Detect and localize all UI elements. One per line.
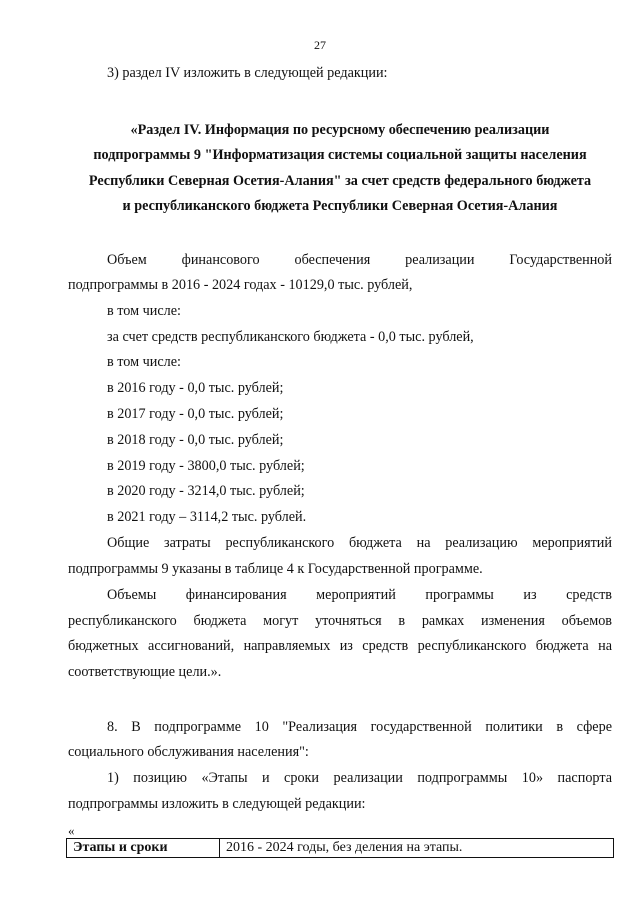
position-amendment-line-2: подпрограммы изложить в следующей редакции: <box>68 796 366 812</box>
section-heading-line-3: Республики Северная Осетия-Алания" за счет средств федерального бюджета <box>88 173 592 189</box>
funding-paragraph-line-2: подпрограммы в 2016 - 2024 годах - 10129,0 тыс. рублей, <box>68 277 413 293</box>
table-row <box>67 839 614 858</box>
subprogram-10-line-1: 8. В подпрограмме 10 "Реализация государственной политики в сфере <box>107 719 612 735</box>
total-costs-line-1: Общие затраты республиканского бюджета на реализацию мероприятий <box>107 535 612 551</box>
year-amount-2016: в 2016 году - 0,0 тыс. рублей; <box>107 380 284 396</box>
position-amendment-line-1: 1) позицию «Этапы и сроки реализации подпрограммы 10» паспорта <box>107 770 612 786</box>
amendment-intro: 3) раздел IV изложить в следующей редакции: <box>107 65 388 81</box>
section-heading-line-1: «Раздел IV. Информация по ресурсному обеспечению реализации <box>130 122 550 138</box>
including-label: в том числе: <box>107 354 181 370</box>
subprogram-10-line-2: социального обслуживания населения": <box>68 744 309 760</box>
funding-paragraph-line-1: Объем финансового обеспечения реализации Государственной <box>107 252 612 268</box>
volumes-paragraph-line-3: бюджетных ассигнований, направляемых из средств республиканского бюджета на <box>68 638 612 654</box>
table-cell-value: 2016 - 2024 годы, без деления на этапы. <box>220 839 614 858</box>
year-amount-2019: в 2019 году - 3800,0 тыс. рублей; <box>107 458 305 474</box>
volumes-paragraph-line-1: Объемы финансирования мероприятий программы из средств <box>107 587 612 603</box>
volumes-paragraph-line-2: республиканского бюджета могут уточняться в рамках изменения объемов <box>68 613 612 629</box>
table-cell-key: Этапы и сроки <box>67 839 220 858</box>
year-amount-2020: в 2020 году - 3214,0 тыс. рублей; <box>107 483 305 499</box>
republican-budget-line: за счет средств республиканского бюджета - 0,0 тыс. рублей, <box>107 329 474 345</box>
including-label: в том числе: <box>107 303 181 319</box>
total-costs-line-2: подпрограммы 9 указаны в таблице 4 к Государственной программе. <box>68 561 483 577</box>
opening-quote: « <box>68 823 75 838</box>
volumes-paragraph-line-4: соответствующие цели.». <box>68 664 222 680</box>
year-amount-2021: в 2021 году – 3114,2 тыс. рублей. <box>107 509 307 525</box>
section-heading-line-4: и республиканского бюджета Республики Северная Осетия-Алания <box>122 198 558 214</box>
section-heading-line-2: подпрограммы 9 "Информатизация системы социальной защиты населения <box>93 147 587 163</box>
year-amount-2018: в 2018 году - 0,0 тыс. рублей; <box>107 432 284 448</box>
year-amount-2017: в 2017 году - 0,0 тыс. рублей; <box>107 406 284 422</box>
stages-table <box>66 838 614 858</box>
page-number: 27 <box>314 38 326 52</box>
